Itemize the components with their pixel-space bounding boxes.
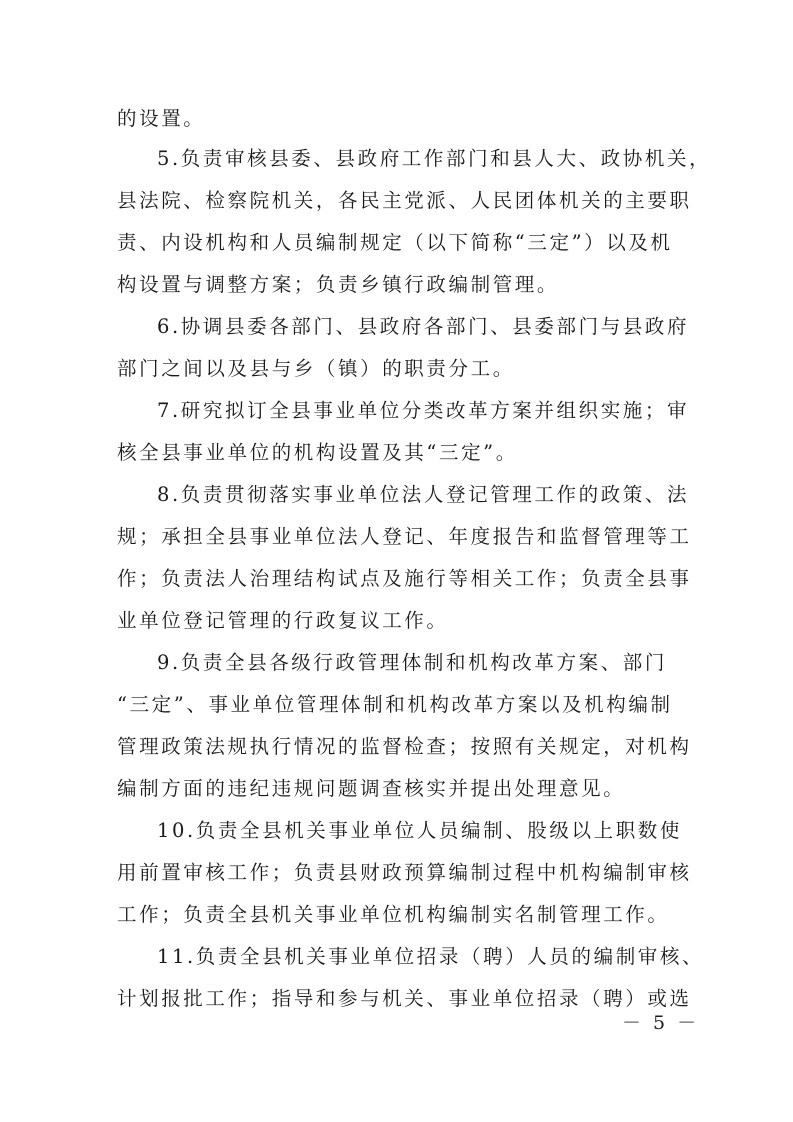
paragraph-10-line-1: 10.负责全县机关事业单位人员编制、股级以上职数使 — [157, 819, 683, 842]
paragraph-10-line-2: 用前置审核工作；负责县财政预算编制过程中机构编制审核 — [117, 861, 692, 884]
paragraph-5-line-2: 县法院、检察院机关，各民主党派、人民团体机关的主要职 — [117, 189, 692, 212]
paragraph-6-line-2: 部门之间以及县与乡（镇）的职责分工。 — [117, 357, 515, 380]
paragraph-8-line-4: 业单位登记管理的行政复议工作。 — [117, 609, 449, 632]
paragraph-11-line-1: 11.负责全县机关事业单位招录（聘）人员的编制审核、 — [157, 945, 705, 968]
paragraph-9-line-3: 管理政策法规执行情况的监督检查；按照有关规定，对机构 — [117, 735, 692, 758]
paragraph-8-line-3: 作；负责法人治理结构试点及施行等相关工作；负责全县事 — [117, 567, 692, 590]
paragraph-5-line-1: 5.负责审核县委、县政府工作部门和县人大、政协机关， — [157, 147, 712, 170]
paragraph-7-line-2: 核全县事业单位的机构设置及其“三定”。 — [117, 441, 518, 464]
page-number: － 5 － — [622, 1012, 700, 1034]
text-line: 的设置。 — [117, 107, 206, 130]
paragraph-7-line-1: 7.研究拟订全县事业单位分类改革方案并组织实施；审 — [157, 399, 690, 422]
paragraph-8-line-2: 规；承担全县事业单位法人登记、年度报告和监督管理等工 — [117, 525, 692, 548]
paragraph-11-line-2: 计划报批工作；指导和参与机关、事业单位招录（聘）或选 — [117, 987, 692, 1010]
paragraph-9-line-1: 9.负责全县各级行政管理体制和机构改革方案、部门 — [157, 651, 668, 674]
paragraph-10-line-3: 工作；负责全县机关事业单位机构编制实名制管理工作。 — [117, 903, 670, 926]
paragraph-9-line-4: 编制方面的违纪违规问题调查核实并提出处理意见。 — [117, 777, 626, 800]
paragraph-5-line-3: 责、内设机构和人员编制规定（以下简称“三定”）以及机 — [117, 231, 673, 254]
paragraph-9-line-2: “三定”、事业单位管理体制和机构改革方案以及机构编制 — [117, 693, 673, 716]
paragraph-8-line-1: 8.负责贯彻落实事业单位法人登记管理工作的政策、法 — [157, 483, 690, 506]
paragraph-6-line-1: 6.协调县委各部门、县政府各部门、县委部门与县政府 — [157, 315, 690, 338]
paragraph-5-line-4: 构设置与调整方案；负责乡镇行政编制管理。 — [117, 273, 560, 296]
